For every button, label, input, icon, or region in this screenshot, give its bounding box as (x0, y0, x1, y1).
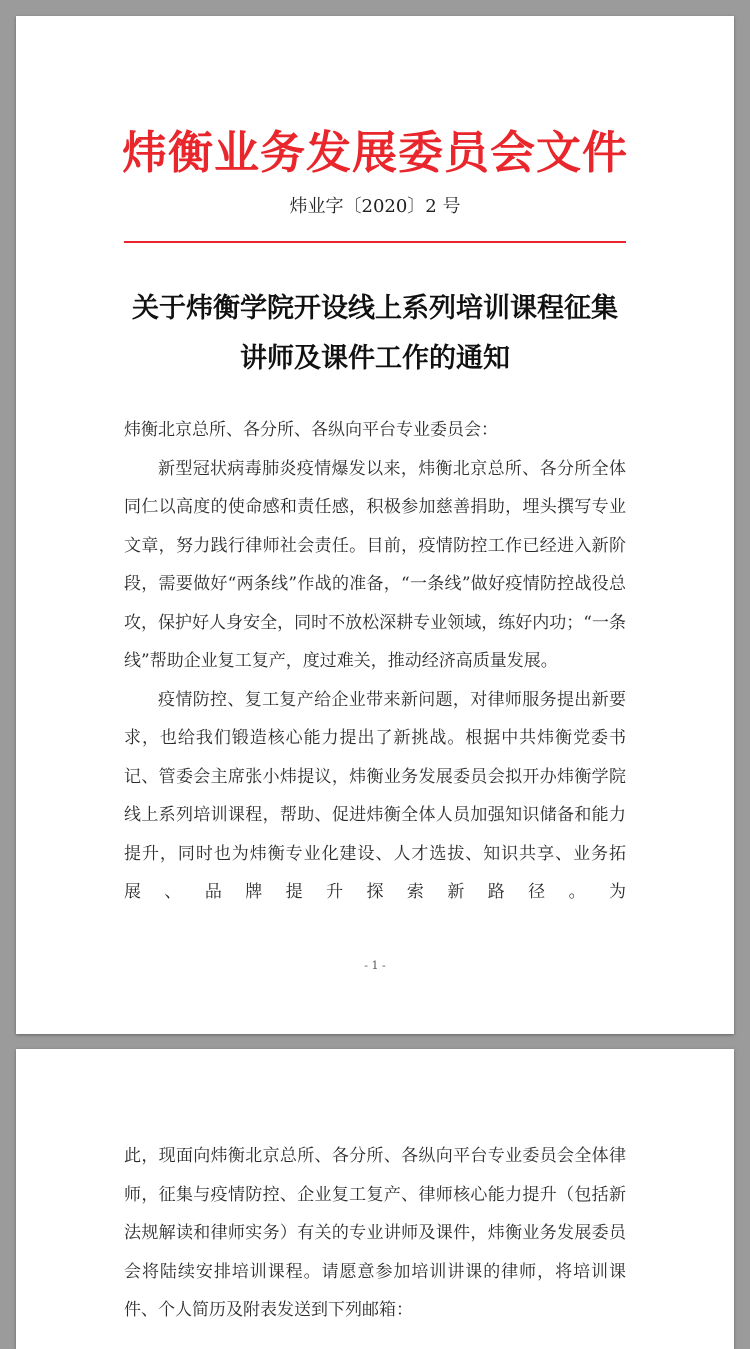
page-number: - 1 - (364, 959, 386, 972)
body-paragraph-2: 疫情防控、复工复产给企业带来新问题，对律师服务提出新要求，也给我们锻造核心能力提出了新挑战。根据中共炜衡党委书记、管委会主席张小炜提议，炜衡业务发展委员会拟开办炜衡学院线上系列培训课程，帮助、促进炜衡全体人员加强知识储备和能力提升，同时也为炜衡专业化建设、人才选拔、知识共享、业务拓展、品牌提升探索新路径。为 (124, 689, 626, 902)
document-body-continued (124, 1137, 626, 1330)
salutation: 炜衡北京总所、各分所、各纵向平台专业委员会： (124, 420, 498, 440)
red-divider (124, 241, 626, 243)
document-page-1 (16, 16, 734, 1034)
document-number: 炜业字〔2020〕2 号 (289, 196, 461, 217)
document-title (16, 284, 734, 384)
document-title-line-2: 讲师及课件工作的通知 (240, 343, 510, 374)
body-paragraph-1: 新型冠状病毒肺炎疫情爆发以来，炜衡北京总所、各分所全体同仁以高度的使命感和责任感，积极参加慈善捐助，埋头撰写专业文章，努力践行律师社会责任。目前，疫情防控工作已经进入新阶段，需要做好“两条线”作战的准备，“一条线”做好疫情防控战役总攻，保护好人身安全，同时不放松深耕专业领域，练好内功；“一条线”帮助企业复工复产，度过难关，推动经济高质量发展。 (124, 458, 626, 671)
document-body (124, 411, 626, 912)
document-page-2 (16, 1049, 734, 1349)
body-paragraph-continued: 此，现面向炜衡北京总所、各分所、各纵向平台专业委员会全体律师，征集与疫情防控、企业复工复产、律师核心能力提升（包括新法规解读和律师实务）有关的专业讲师及课件，炜衡业务发展委员会将陆续安排培训课程。请愿意参加培训讲课的律师，将培训课件、个人简历及附表发送到下列邮箱： (124, 1146, 626, 1320)
document-header: 炜衡业务发展委员会文件 (121, 126, 628, 179)
document-title-line-1: 关于炜衡学院开设线上系列培训课程征集 (132, 293, 618, 324)
